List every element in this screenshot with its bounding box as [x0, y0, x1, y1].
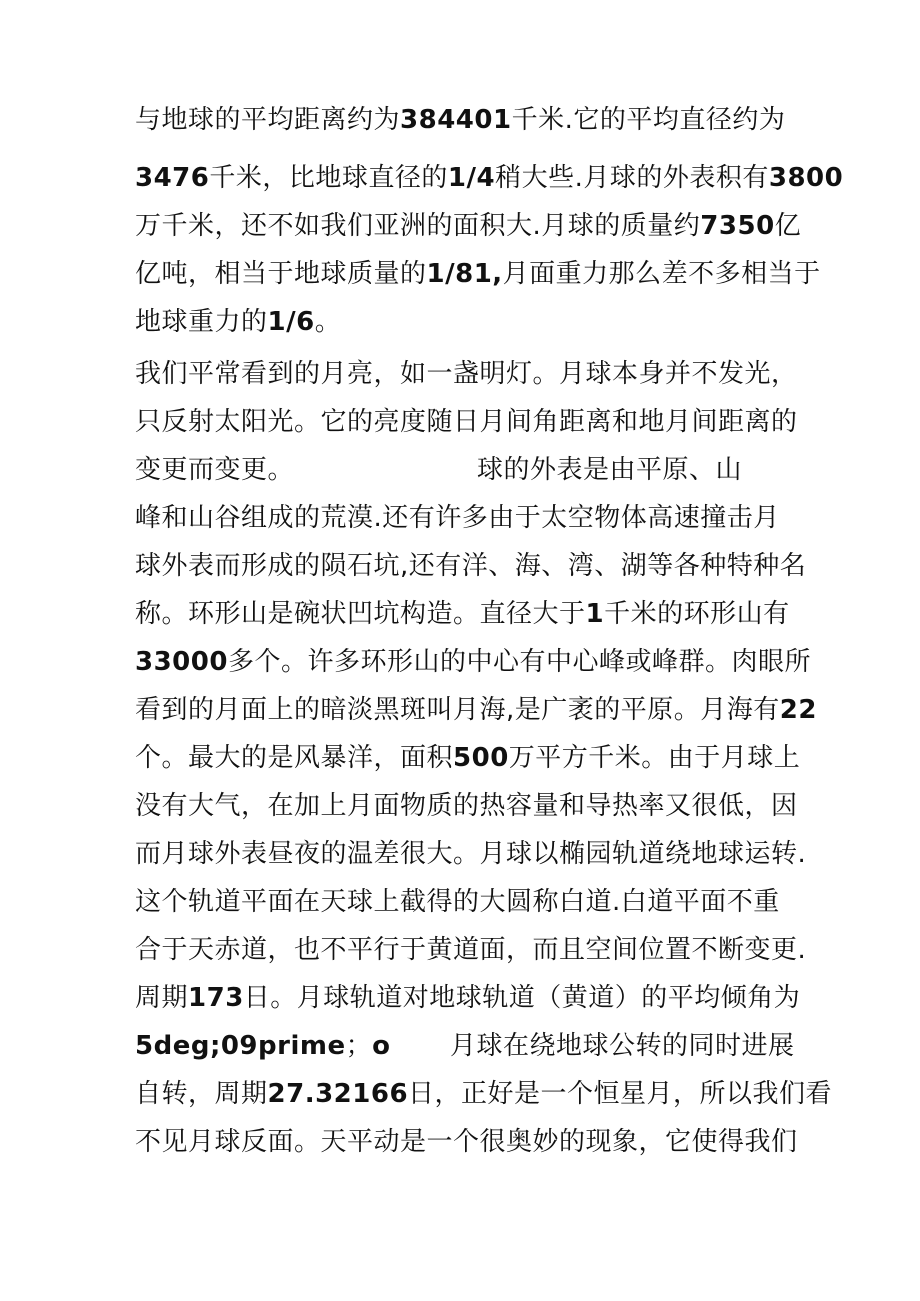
- text-line: 3476千米，比地球直径的1/4稍大些.月球的外表积有3800: [135, 163, 844, 193]
- text-line: 看到的月面上的暗淡黑斑叫月海,是广袤的平原。月海有22: [135, 695, 817, 725]
- text-line: 球的外表是由平原、山: [477, 455, 743, 485]
- text-line: 个。最大的是风暴洋，面积500万平方千米。由于月球上: [135, 743, 801, 773]
- text-line: 我们平常看到的月亮，如一盏明灯。月球本身并不发光，: [135, 359, 798, 389]
- text-line: 称。环形山是碗状凹坑构造。直径大于1千米的环形山有: [135, 599, 790, 629]
- text-line: 月球在绕地球公转的同时进展: [450, 1031, 795, 1061]
- text-line: 亿吨，相当于地球质量的1/81,月面重力那么差不多相当于: [135, 259, 821, 289]
- text-line: 33000多个。许多环形山的中心有中心峰或峰群。肉眼所: [135, 647, 811, 677]
- text-line: 不见月球反面。天平动是一个很奥妙的现象，它使得我们: [135, 1127, 798, 1157]
- text-line: 自转，周期27.32166日，正好是一个恒星月，所以我们看: [135, 1079, 833, 1109]
- text-line: 万千米，还不如我们亚洲的面积大.月球的质量约7350亿: [135, 211, 802, 241]
- text-line: 周期173日。月球轨道对地球轨道（黄道）的平均倾角为: [135, 983, 801, 1013]
- text-line: 5deg;09prime；o: [135, 1031, 391, 1061]
- text-line: 这个轨道平面在天球上截得的大圆称白道.白道平面不重: [135, 887, 780, 917]
- text-line: 峰和山谷组成的荒漠.还有许多由于太空物体高速撞击月: [135, 503, 780, 533]
- text-line: 没有大气，在加上月面物质的热容量和导热率又很低，因: [135, 791, 798, 821]
- text-line: 球外表而形成的陨石坑,还有洋、海、湾、湖等各种特种名: [135, 551, 807, 581]
- text-line: 只反射太阳光。它的亮度随日月间角距离和地月间距离的: [135, 407, 798, 437]
- text-line: 变更而变更。: [135, 455, 295, 485]
- text-line: 与地球的平均距离约为384401千米.它的平均直径约为: [135, 105, 786, 135]
- text-line: 而月球外表昼夜的温差很大。月球以椭园轨道绕地球运转.: [135, 839, 807, 869]
- text-line: 地球重力的1/6。: [135, 307, 342, 337]
- text-line: 合于天赤道，也不平行于黄道面，而且空间位置不断变更.: [135, 935, 807, 965]
